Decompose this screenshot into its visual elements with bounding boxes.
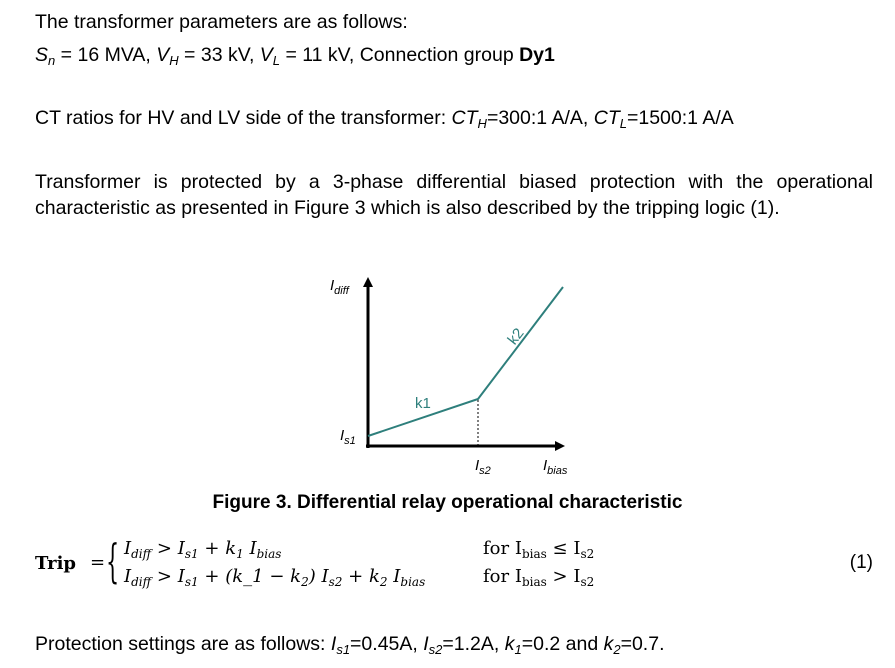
equation-row-1: $I_{diff} > I_{s1} + k_1$ $I_{bias}$ (124, 538, 282, 561)
k2-label: k2 (504, 325, 528, 349)
protection-settings (35, 631, 873, 657)
is2-label: $I_{s2}$ (475, 457, 491, 477)
vl-symbol: V (259, 44, 273, 66)
characteristic-diagram (320, 262, 590, 482)
k2-symbol: k (603, 633, 614, 655)
vl-value: = 11 kV, Connection group (280, 44, 520, 66)
ct-prefix: CT ratios for HV and LV side of the transformer: (35, 107, 452, 129)
vh-subscript: H (169, 53, 179, 68)
sn-value: = 16 MVA, (55, 44, 157, 66)
ct-ratios (35, 105, 873, 131)
cth-subscript: H (477, 116, 487, 131)
connection-group: Dy1 (519, 44, 555, 66)
characteristic-line (368, 287, 563, 436)
is2-value: =1.2A, (442, 633, 505, 655)
cth-symbol: CT (451, 107, 478, 129)
vl-subscript: L (272, 53, 281, 68)
equation-brace: { (106, 534, 120, 588)
is1-subscript: s1 (336, 642, 351, 657)
k2-value: =0.7. (620, 633, 665, 655)
trip-equation (35, 533, 873, 595)
equation-number: (1) (849, 552, 873, 573)
is1-label: $I_{s1}$ (340, 427, 356, 447)
cth-value: =300:1 A/A, (486, 107, 594, 129)
settings-prefix: Protection settings are as follows: (35, 633, 331, 655)
params-heading: The transformer parameters are as follows: (35, 11, 408, 33)
ctl-subscript: L (619, 116, 627, 131)
y-axis-label: $I_{diff}$ (330, 277, 349, 297)
x-axis-label: $I_{bias}$ (543, 457, 568, 477)
k1-symbol: k (504, 633, 515, 655)
equation-lhs: Trip (35, 553, 76, 574)
equation-condition-1: for $I_{bias} \le I_{s2}$ (483, 538, 595, 561)
k1-label: k1 (415, 395, 431, 412)
is2-subscript: s2 (428, 642, 443, 657)
is1-value: =0.45A, (350, 633, 424, 655)
k1-value: =0.2 and (521, 633, 604, 655)
vh-symbol: V (156, 44, 170, 66)
k1-subscript: 1 (514, 642, 522, 657)
transformer-params (35, 42, 873, 68)
is1-symbol: I (330, 633, 337, 655)
sn-subscript: n (48, 53, 56, 68)
equation-equals: = (90, 552, 106, 573)
ctl-value: =1500:1 A/A (626, 107, 734, 129)
protection-description: Transformer is protected by a 3-phase differential biased protection with the operational characteristic as presented in Figure 3 which is also described by the tripping logic (1). (35, 171, 873, 219)
equation-row-2: $I_{diff} > I_{s1}$ + (k_1 − $k_2$) $I_{s2} + k_2$ $I_{bias}$ (124, 566, 426, 589)
sn-symbol: S (35, 44, 49, 66)
is2-symbol: I (423, 633, 429, 655)
k2-subscript: 2 (613, 642, 621, 657)
vh-value: = 33 kV, (178, 44, 260, 66)
ctl-symbol: CT (593, 107, 620, 129)
equation-condition-2: for $I_{bias} > I_{s2}$ (483, 566, 595, 589)
figure-caption: Figure 3. Differential relay operational characteristic (212, 492, 683, 513)
